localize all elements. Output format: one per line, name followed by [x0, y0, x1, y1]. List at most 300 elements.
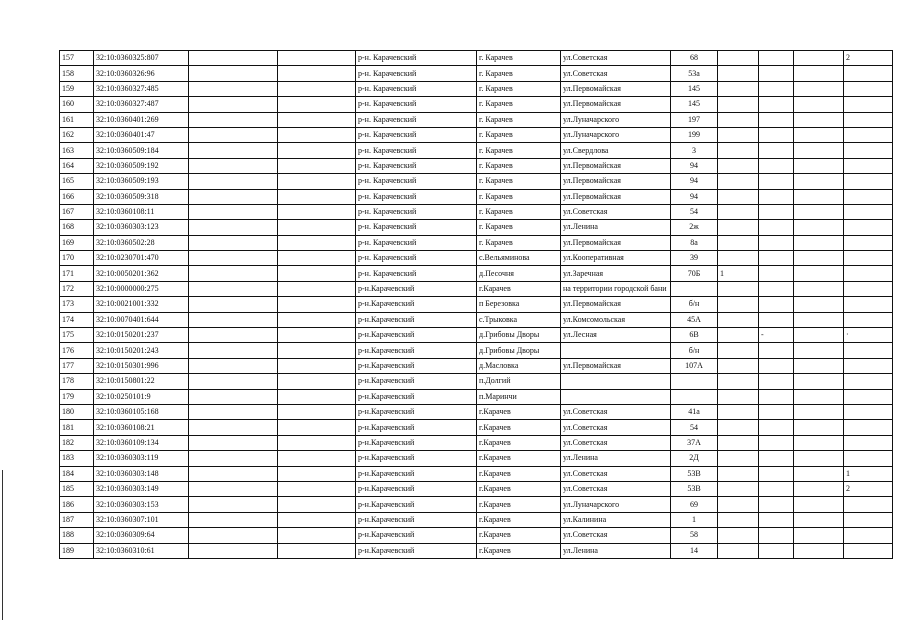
last-column-cell [844, 235, 893, 250]
settlement-cell: г. Карачев [477, 220, 561, 235]
extra-cell [794, 266, 844, 281]
extra-cell [718, 389, 759, 404]
house-number-cell: 2Д [671, 451, 718, 466]
street-cell: ул.Советская [561, 51, 671, 66]
extra-cell [759, 466, 794, 481]
cadastral-number-cell: 32:10:0360303:119 [94, 451, 189, 466]
extra-cell [759, 174, 794, 189]
extra-cell [759, 358, 794, 373]
extra-cell [718, 158, 759, 173]
cadastral-number-cell: 32:10:0000000:275 [94, 281, 189, 296]
last-column-cell [844, 81, 893, 96]
extra-cell [759, 451, 794, 466]
cadastral-number-cell: 32:10:0360307:101 [94, 512, 189, 527]
table-row [60, 97, 893, 112]
extra-cell [759, 266, 794, 281]
empty-cell [278, 251, 356, 266]
empty-cell [278, 297, 356, 312]
table-row [60, 281, 893, 296]
extra-cell [718, 512, 759, 527]
extra-cell [794, 251, 844, 266]
row-number-cell: 174 [60, 312, 94, 327]
last-column-cell [844, 528, 893, 543]
extra-cell [794, 358, 844, 373]
settlement-cell: г.Карачев [477, 435, 561, 450]
street-cell: ул.Комсомольская [561, 312, 671, 327]
empty-cell [189, 512, 278, 527]
last-column-cell [844, 358, 893, 373]
extra-cell [718, 235, 759, 250]
empty-cell [189, 312, 278, 327]
street-cell: ул.Заречная [561, 266, 671, 281]
extra-cell [718, 466, 759, 481]
settlement-cell: п.Маринчи [477, 389, 561, 404]
table-row [60, 51, 893, 66]
house-number-cell: 37А [671, 435, 718, 450]
settlement-cell: г. Карачев [477, 158, 561, 173]
district-cell: р-н.Карачевский [356, 374, 477, 389]
cadastral-number-cell: 32:10:0360325:807 [94, 51, 189, 66]
house-number-cell: 54 [671, 204, 718, 219]
cadastral-number-cell: 32:10:0360303:153 [94, 497, 189, 512]
extra-cell [759, 343, 794, 358]
table-row [60, 312, 893, 327]
street-cell: ул.Луначарского [561, 497, 671, 512]
cadastral-number-cell: 32:10:0230701:470 [94, 251, 189, 266]
street-cell [561, 374, 671, 389]
empty-cell [189, 358, 278, 373]
last-column-cell [844, 343, 893, 358]
settlement-cell: г. Карачев [477, 112, 561, 127]
cadastral-number-cell: 32:10:0360105:168 [94, 404, 189, 419]
street-cell: ул.Первомайская [561, 189, 671, 204]
house-number-cell [671, 374, 718, 389]
row-number-cell: 173 [60, 297, 94, 312]
cadastral-number-cell: 32:10:0360509:192 [94, 158, 189, 173]
extra-cell [759, 81, 794, 96]
cadastral-number-cell: 32:10:0360108:21 [94, 420, 189, 435]
district-cell: р-н. Карачевский [356, 189, 477, 204]
table-row [60, 481, 893, 496]
extra-cell [718, 543, 759, 558]
row-number-cell: 186 [60, 497, 94, 512]
district-cell: р-н.Карачевский [356, 466, 477, 481]
settlement-cell: г. Карачев [477, 97, 561, 112]
extra-cell [794, 420, 844, 435]
district-cell: р-н.Карачевский [356, 281, 477, 296]
extra-cell [794, 174, 844, 189]
settlement-cell: д.Грибовы Дворы [477, 343, 561, 358]
extra-cell [794, 528, 844, 543]
empty-cell [278, 174, 356, 189]
settlement-cell: г.Карачев [477, 281, 561, 296]
settlement-cell: с.Трыковка [477, 312, 561, 327]
house-number-cell: 199 [671, 127, 718, 142]
table-row [60, 174, 893, 189]
extra-cell [759, 481, 794, 496]
empty-cell [189, 112, 278, 127]
house-number-cell: 3 [671, 143, 718, 158]
cadastral-number-cell: 32:10:0150201:237 [94, 328, 189, 343]
last-column-cell [844, 420, 893, 435]
district-cell: р-н. Карачевский [356, 66, 477, 81]
row-number-cell: 162 [60, 127, 94, 142]
extra-cell [794, 389, 844, 404]
row-number-cell: 168 [60, 220, 94, 235]
district-cell: р-н. Карачевский [356, 51, 477, 66]
last-column-cell [844, 404, 893, 419]
extra-cell [718, 174, 759, 189]
row-number-cell: 169 [60, 235, 94, 250]
last-column-cell [844, 497, 893, 512]
settlement-cell: п Березовка [477, 297, 561, 312]
left-margin-line [2, 470, 3, 620]
extra-cell [718, 97, 759, 112]
extra-cell [794, 451, 844, 466]
extra-cell [759, 297, 794, 312]
empty-cell [278, 343, 356, 358]
extra-cell [759, 512, 794, 527]
house-number-cell: 197 [671, 112, 718, 127]
house-number-cell: 145 [671, 81, 718, 96]
table-row [60, 343, 893, 358]
table-row [60, 389, 893, 404]
empty-cell [278, 97, 356, 112]
district-cell: р-н.Карачевский [356, 389, 477, 404]
empty-cell [189, 143, 278, 158]
street-cell: ул.Первомайская [561, 358, 671, 373]
house-number-cell: 53а [671, 66, 718, 81]
district-cell: р-н.Карачевский [356, 528, 477, 543]
extra-cell [794, 220, 844, 235]
house-number-cell: 45А [671, 312, 718, 327]
street-cell: ул.Ленина [561, 220, 671, 235]
empty-cell [189, 81, 278, 96]
street-cell: ул.Первомайская [561, 97, 671, 112]
extra-cell [759, 251, 794, 266]
row-number-cell: 179 [60, 389, 94, 404]
empty-cell [189, 251, 278, 266]
district-cell: р-н. Карачевский [356, 143, 477, 158]
cadastral-number-cell: 32:10:0360401:269 [94, 112, 189, 127]
table-row [60, 143, 893, 158]
table-row [60, 435, 893, 450]
street-cell: ул.Советская [561, 66, 671, 81]
cadastral-number-cell: 32:10:0150201:243 [94, 343, 189, 358]
row-number-cell: 160 [60, 97, 94, 112]
table-row [60, 204, 893, 219]
last-column-cell [844, 374, 893, 389]
last-column-cell [844, 158, 893, 173]
settlement-cell: г. Карачев [477, 204, 561, 219]
extra-cell [759, 158, 794, 173]
row-number-cell: 157 [60, 51, 94, 66]
empty-cell [278, 466, 356, 481]
street-cell: ул.Советская [561, 420, 671, 435]
district-cell: р-н. Карачевский [356, 97, 477, 112]
empty-cell [189, 266, 278, 281]
table-row [60, 158, 893, 173]
empty-cell [278, 420, 356, 435]
district-cell: р-н.Карачевский [356, 358, 477, 373]
row-number-cell: 171 [60, 266, 94, 281]
extra-cell [718, 143, 759, 158]
house-number-cell: 14 [671, 543, 718, 558]
extra-cell [759, 127, 794, 142]
extra-cell [718, 220, 759, 235]
row-number-cell: 188 [60, 528, 94, 543]
district-cell: р-н. Карачевский [356, 81, 477, 96]
empty-cell [278, 543, 356, 558]
empty-cell [278, 389, 356, 404]
house-number-cell: б/н [671, 297, 718, 312]
district-cell: р-н. Карачевский [356, 251, 477, 266]
house-number-cell: б/н [671, 343, 718, 358]
row-number-cell: 164 [60, 158, 94, 173]
house-number-cell: 94 [671, 189, 718, 204]
empty-cell [189, 204, 278, 219]
empty-cell [278, 235, 356, 250]
street-cell [561, 343, 671, 358]
extra-cell [718, 358, 759, 373]
cadastral-number-cell: 32:10:0360309:64 [94, 528, 189, 543]
last-column-cell [844, 389, 893, 404]
house-number-cell: 107А [671, 358, 718, 373]
extra-cell [759, 220, 794, 235]
row-number-cell: 175 [60, 328, 94, 343]
house-number-cell [671, 389, 718, 404]
district-cell: р-н.Карачевский [356, 512, 477, 527]
empty-cell [278, 66, 356, 81]
extra-cell [718, 312, 759, 327]
table-row [60, 127, 893, 142]
last-column-cell [844, 543, 893, 558]
extra-cell [794, 374, 844, 389]
empty-cell [278, 512, 356, 527]
settlement-cell: д.Песочня [477, 266, 561, 281]
row-number-cell: 185 [60, 481, 94, 496]
house-number-cell: 53В [671, 466, 718, 481]
extra-cell [794, 235, 844, 250]
district-cell: р-н.Карачевский [356, 343, 477, 358]
extra-cell [759, 281, 794, 296]
empty-cell [189, 435, 278, 450]
street-cell: ул.Советская [561, 466, 671, 481]
extra-cell [794, 281, 844, 296]
street-cell: ул.Первомайская [561, 174, 671, 189]
extra-cell [794, 466, 844, 481]
row-number-cell: 178 [60, 374, 94, 389]
street-cell: ул.Калинина [561, 512, 671, 527]
table-row [60, 112, 893, 127]
last-column-cell: 1 [844, 466, 893, 481]
street-cell: ул.Первомайская [561, 235, 671, 250]
table-row [60, 528, 893, 543]
extra-cell [718, 297, 759, 312]
cadastral-number-cell: 32:10:0360509:193 [94, 174, 189, 189]
district-cell: р-н.Карачевский [356, 543, 477, 558]
row-number-cell: 165 [60, 174, 94, 189]
street-cell: на территории городской бани [561, 281, 671, 296]
house-number-cell: 53В [671, 481, 718, 496]
house-number-cell: 54 [671, 420, 718, 435]
extra-cell [794, 158, 844, 173]
extra-cell [759, 51, 794, 66]
extra-cell: - [759, 328, 794, 343]
district-cell: р-н. Карачевский [356, 127, 477, 142]
empty-cell [278, 189, 356, 204]
empty-cell [278, 112, 356, 127]
register-table-body [60, 51, 893, 559]
district-cell: р-н. Карачевский [356, 235, 477, 250]
extra-cell [759, 235, 794, 250]
house-number-cell: 145 [671, 97, 718, 112]
extra-cell [718, 451, 759, 466]
street-cell: ул.Ленина [561, 543, 671, 558]
empty-cell [189, 466, 278, 481]
last-column-cell [844, 66, 893, 81]
extra-cell [794, 81, 844, 96]
empty-cell [278, 481, 356, 496]
extra-cell [759, 497, 794, 512]
district-cell: р-н. Карачевский [356, 174, 477, 189]
empty-cell [189, 451, 278, 466]
extra-cell [759, 189, 794, 204]
table-row [60, 235, 893, 250]
street-cell: ул.Кооперативная [561, 251, 671, 266]
extra-cell [718, 251, 759, 266]
extra-cell [718, 481, 759, 496]
street-cell: ул.Луначарского [561, 112, 671, 127]
extra-cell [718, 81, 759, 96]
extra-cell [718, 189, 759, 204]
street-cell: ул.Ленина [561, 451, 671, 466]
last-column-cell: 2 [844, 51, 893, 66]
district-cell: р-н. Карачевский [356, 204, 477, 219]
extra-cell [794, 112, 844, 127]
extra-cell [718, 435, 759, 450]
empty-cell [189, 374, 278, 389]
extra-cell [759, 374, 794, 389]
district-cell: р-н. Карачевский [356, 158, 477, 173]
empty-cell [189, 389, 278, 404]
house-number-cell: 6В [671, 328, 718, 343]
settlement-cell: г.Карачев [477, 497, 561, 512]
settlement-cell: г.Карачев [477, 451, 561, 466]
table-row [60, 497, 893, 512]
settlement-cell: г.Карачев [477, 528, 561, 543]
table-row [60, 66, 893, 81]
row-number-cell: 167 [60, 204, 94, 219]
last-column-cell [844, 512, 893, 527]
table-row [60, 189, 893, 204]
house-number-cell: 94 [671, 174, 718, 189]
extra-cell [794, 204, 844, 219]
row-number-cell: 183 [60, 451, 94, 466]
settlement-cell: г. Карачев [477, 143, 561, 158]
settlement-cell: г. Карачев [477, 66, 561, 81]
extra-cell [794, 312, 844, 327]
extra-cell [718, 51, 759, 66]
last-column-cell [844, 251, 893, 266]
empty-cell [189, 127, 278, 142]
cadastral-number-cell: 32:10:0150801:22 [94, 374, 189, 389]
empty-cell [278, 497, 356, 512]
last-column-cell [844, 312, 893, 327]
district-cell: р-н.Карачевский [356, 297, 477, 312]
district-cell: р-н.Карачевский [356, 435, 477, 450]
row-number-cell: 166 [60, 189, 94, 204]
empty-cell [189, 297, 278, 312]
last-column-cell [844, 112, 893, 127]
extra-cell [794, 297, 844, 312]
extra-cell [718, 374, 759, 389]
settlement-cell: г. Карачев [477, 127, 561, 142]
table-row [60, 543, 893, 558]
row-number-cell: 159 [60, 81, 94, 96]
extra-cell [759, 528, 794, 543]
street-cell: ул.Лесная [561, 328, 671, 343]
empty-cell [278, 127, 356, 142]
table-row [60, 297, 893, 312]
house-number-cell: 1 [671, 512, 718, 527]
empty-cell [189, 66, 278, 81]
district-cell: р-н. Карачевский [356, 266, 477, 281]
extra-cell [794, 143, 844, 158]
extra-cell [759, 143, 794, 158]
empty-cell [189, 235, 278, 250]
empty-cell [189, 328, 278, 343]
cadastral-number-cell: 32:10:0360303:149 [94, 481, 189, 496]
house-number-cell: 58 [671, 528, 718, 543]
extra-cell [794, 127, 844, 142]
street-cell: ул.Советская [561, 435, 671, 450]
cadastral-number-cell: 32:10:0360509:318 [94, 189, 189, 204]
empty-cell [278, 528, 356, 543]
empty-cell [189, 281, 278, 296]
empty-cell [278, 404, 356, 419]
table-row [60, 404, 893, 419]
street-cell [561, 389, 671, 404]
extra-cell [759, 389, 794, 404]
extra-cell [718, 343, 759, 358]
house-number-cell: 68 [671, 51, 718, 66]
empty-cell [189, 97, 278, 112]
row-number-cell: 158 [60, 66, 94, 81]
row-number-cell: 161 [60, 112, 94, 127]
row-number-cell: 177 [60, 358, 94, 373]
extra-cell [718, 66, 759, 81]
district-cell: р-н.Карачевский [356, 497, 477, 512]
last-column-cell [844, 189, 893, 204]
row-number-cell: 187 [60, 512, 94, 527]
street-cell: ул.Советская [561, 404, 671, 419]
settlement-cell: г. Карачев [477, 174, 561, 189]
empty-cell [189, 528, 278, 543]
row-number-cell: 176 [60, 343, 94, 358]
settlement-cell: д.Грибовы Дворы [477, 328, 561, 343]
extra-cell: 1 [718, 266, 759, 281]
last-column-cell [844, 297, 893, 312]
last-column-cell [844, 220, 893, 235]
empty-cell [189, 174, 278, 189]
property-register-table [59, 50, 893, 559]
extra-cell [718, 204, 759, 219]
table-row [60, 266, 893, 281]
table-row [60, 512, 893, 527]
district-cell: р-н.Карачевский [356, 404, 477, 419]
cadastral-number-cell: 32:10:0360327:487 [94, 97, 189, 112]
